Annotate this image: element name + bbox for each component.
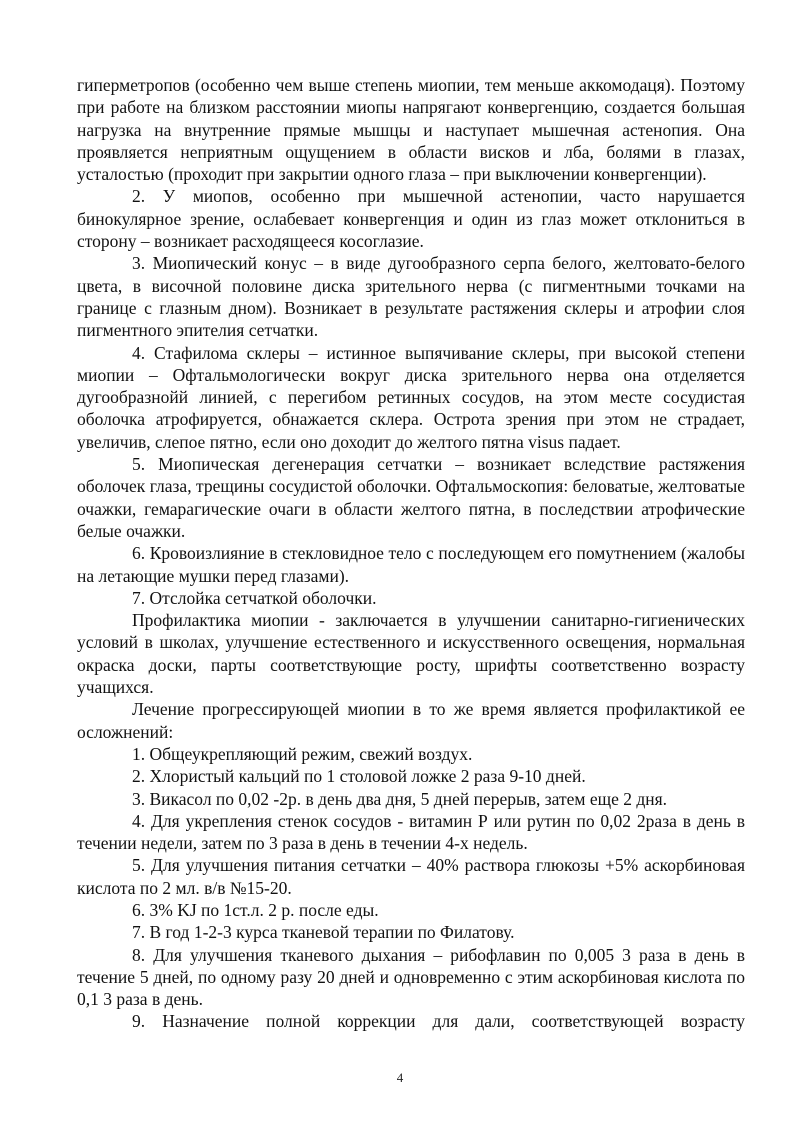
treatment-item-7: 7. В год 1-2-3 курса тканевой терапии по Филатову. (132, 922, 515, 943)
treatment-item-5: 5. Для улучшения питания сетчатки – 40% раствора глюкозы +5% аскорбиновая кислота по 2 мл. в/в №15-20. (77, 855, 745, 898)
paragraph-prophylaxis: Профилактика миопии - заключается в улучшении санитарно-гигиенических условий в школах, улучшение естественного и искусственного освещения, нормальная окраска доски, парты соответствующие росту, шрифты соответственно возрасту учащихся. (77, 610, 745, 698)
treatment-item-4: 4. Для укрепления стенок сосудов - витамин Р или рутин по 0,02 2раза в день в течении недели, затем по 3 раза в день в течении 4-х недель. (77, 810, 745, 854)
treatment-item-8: 8. Для улучшения тканевого дыхания – рибофлавин по 0,005 3 раза в день в течение 5 дней, по одному разу 20 дней и одновременно с этим аскорбиновая кислота по 0,1 3 раза в день. (77, 944, 745, 1010)
paragraph-item-5: 5. Миопическая дегенерация сетчатки – возникает вследствие растяжения оболочек глаза, трещины сосудистой оболочки. Офтальмоскопия: беловатые, желтоватые очажки, гемарагические очаги в области желтого пятна, в последствии атрофические белые очажки. (77, 454, 745, 541)
treatment-item-2: 2. Хлористый кальций по 1 столовой ложке 2 раза 9-10 дней. (132, 766, 586, 787)
treatment-item-3: 3. Викасол по 0,02 -2р. в день два дня, 5 дней перерыв, затем еще 2 дня. (132, 788, 668, 809)
paragraph-intro-continued: гиперметропов (особенно чем выше степень миопии, тем меньше аккомодаця). Поэтому при работе на близком расстоянии миопы напрягают конвергенцию, создается большая нагрузка на внутренние прямые мышцы и наступает мышечная астенопия. Она проявляется неприятным ощущением в области висков и лба, болями в глазах, усталостью (проходит при закрытии одного глаза – при выключении конвергенции). (77, 75, 745, 185)
paragraph-treatment-intro: Лечение прогрессирующей миопии в то же время является профилактикой ее осложнений: (77, 699, 745, 742)
treatment-item-6: 6. 3% KJ по 1ст.л. 2 р. после еды. (132, 899, 379, 920)
treatment-item-9: 9. Назначение полной коррекции для дали, соответствующей возрасту (132, 1011, 745, 1032)
paragraph-item-7: 7. Отслойка сетчаткой оболочки. (132, 587, 377, 608)
page-number: 4 (396, 1070, 404, 1085)
paragraph-item-3: 3. Миопический конус – в виде дугообразного серпа белого, желтовато-белого цвета, в височной половине диска зрительного нерва (с пигментными точками на границе с глазным дном). Возникает в результате растяжения склеры и атрофии слоя пигментного эпителия сетчатки. (77, 253, 745, 341)
paragraph-item-4: 4. Стафилома склеры – истинное выпячивание склеры, при высокой степени миопии – Офтальмологически вокруг диска зрительного нерва она отделяется дугообразнойй линией, с перегибом ретинных сосудов, на этом месте сосудистая оболочка атрофируется, обнажается склера. Острота зрения при этом не страдает, увеличив, слепое пятно, если оно доходит до желтого пятна visus падает. (77, 342, 745, 452)
treatment-item-1: 1. Общеукрепляющий режим, свежий воздух. (132, 743, 473, 764)
paragraph-item-2: 2. У миопов, особенно при мышечной астенопии, часто нарушается бинокулярное зрение, ослабевает конвергенция и один из глаз может отклониться в сторону – возникает расходящееся косоглазие. (77, 186, 745, 252)
paragraph-item-6: 6. Кровоизлияние в стекловидное тело с последующем его помутнением (жалобы на летающие мушки перед глазами). (77, 543, 745, 586)
document-body (77, 74, 745, 1033)
